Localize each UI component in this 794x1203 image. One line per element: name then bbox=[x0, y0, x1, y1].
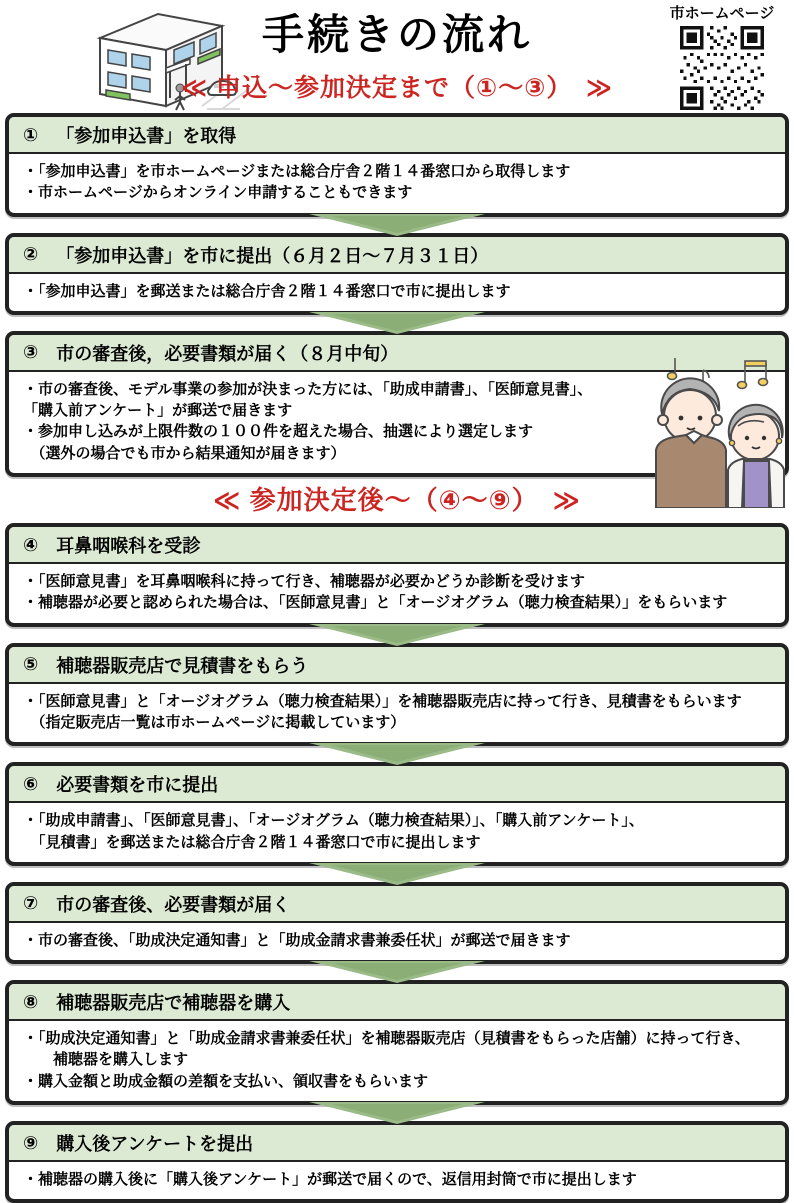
step-text-line: ・市の審査後、モデル事業の参加が決まった方には、「助成申請書」、「医師意見書」、 bbox=[23, 380, 593, 398]
step-9-body bbox=[9, 1162, 785, 1199]
down-arrow-icon bbox=[5, 964, 789, 980]
down-arrow-icon bbox=[5, 315, 789, 331]
down-arrow-icon bbox=[5, 627, 789, 643]
step-2-header bbox=[9, 237, 785, 274]
step-7-body bbox=[9, 923, 785, 960]
step-text-line: ・購入金額と助成金額の差額を支払い、領収書をもらいます bbox=[23, 1072, 429, 1090]
step-box-5 bbox=[5, 643, 789, 747]
step-2-body bbox=[9, 274, 785, 311]
step-box-2 bbox=[5, 233, 789, 315]
steps-list bbox=[0, 112, 794, 1203]
step-text-line: （指定販売店一覧は市ホームページに掲載しています） bbox=[23, 713, 406, 731]
page-title: 手続きの流れ bbox=[261, 11, 532, 58]
down-arrow-icon bbox=[5, 217, 789, 233]
step-text-line: （選外の場合でも市から結果通知が届きます） bbox=[23, 444, 346, 462]
step-1-body bbox=[9, 154, 785, 213]
step-text-line: ・「参加申込書」を郵送または総合庁舎２階１４番窓口で市に提出します bbox=[23, 282, 511, 300]
step-box-9 bbox=[5, 1121, 789, 1203]
qr-label: 市ホームページ bbox=[669, 5, 775, 22]
step-text-line: ・「参加申込書」を市ホームページまたは総合庁舎２階１４番窓口から取得します bbox=[23, 163, 571, 180]
step-2-title: 「参加申込書」を市に提出（６月２日～７月３１日） bbox=[56, 245, 489, 266]
step-text-line: ・参加申し込みが上限件数の１００件を超えた場合、抽選により選定します bbox=[23, 423, 534, 441]
step-7-number: ⑦ bbox=[23, 893, 39, 914]
step-5-title: 補聴器販売店で見積書をもらう bbox=[56, 655, 309, 676]
step-6-title: 必要書類を市に提出 bbox=[56, 775, 219, 796]
step-text-line: ・補聴器の購入後に「購入後アンケート」が郵送で届くので、返信用封筒で市に提出します bbox=[23, 1171, 637, 1189]
step-text-line: ・市の審査後、「助成決定通知書」と「助成金請求書兼委任状」が郵送で届きます bbox=[23, 931, 571, 949]
step-3-number: ③ bbox=[23, 342, 39, 363]
section-1-heading: ≪ 申込～参加決定まで（①～③） ≫ bbox=[180, 74, 614, 102]
step-8-body bbox=[9, 1021, 785, 1101]
step-text-line: ・「助成申請書」、「医師意見書」、「オージオグラム（聴力検査結果）」、「購入前アンケート」、 bbox=[23, 812, 644, 830]
step-1-title: 「参加申込書」を取得 bbox=[56, 126, 237, 146]
down-arrow-icon bbox=[5, 866, 789, 882]
step-5-body bbox=[9, 684, 785, 743]
elderly-couple-icon bbox=[642, 344, 794, 508]
step-6-body bbox=[9, 803, 785, 862]
step-box-7 bbox=[5, 882, 789, 964]
step-text-line: ・市ホームページからオンライン申請することもできます bbox=[23, 184, 413, 202]
step-box-1 bbox=[5, 113, 789, 217]
step-9-number: ⑨ bbox=[23, 1132, 39, 1153]
step-3-title: 市の審査後，必要書類が届く（８月中旬） bbox=[56, 343, 399, 364]
step-box-8 bbox=[5, 980, 789, 1105]
step-text-line: ・「医師意見書」を耳鼻咽喉科に持って行き、補聴器が必要かどうか診断を受けます bbox=[23, 573, 585, 591]
step-4-header bbox=[9, 527, 785, 564]
step-8-number: ⑧ bbox=[23, 991, 39, 1012]
step-8-title: 補聴器販売店で補聴器を購入 bbox=[56, 993, 291, 1014]
step-7-header bbox=[9, 886, 785, 923]
step-8-header bbox=[9, 984, 785, 1021]
step-1-number: ① bbox=[23, 124, 39, 145]
step-5-header bbox=[9, 647, 785, 684]
step-text-line: 「購入前アンケート」が郵送で届きます bbox=[23, 402, 293, 420]
step-4-number: ④ bbox=[23, 534, 39, 555]
step-5-number: ⑤ bbox=[23, 654, 39, 675]
step-box-4 bbox=[5, 523, 789, 627]
step-6-number: ⑥ bbox=[23, 773, 39, 794]
step-text-line: 「見積書」を郵送または総合庁舎２階１４番窓口で市に提出します bbox=[23, 833, 481, 851]
step-1-header bbox=[9, 117, 785, 154]
step-4-title: 耳鼻咽喉科を受診 bbox=[56, 536, 201, 557]
step-text-line: ・「医師意見書」と「オージオグラム（聴力検査結果）」を補聴器販売店に持って行き、見積書をもらいます bbox=[23, 692, 742, 710]
step-2-number: ② bbox=[23, 244, 39, 265]
down-arrow-icon bbox=[5, 1105, 789, 1121]
down-arrow-icon bbox=[5, 746, 789, 762]
step-7-title: 市の審査後、必要書類が届く bbox=[56, 894, 291, 915]
step-box-6 bbox=[5, 762, 789, 866]
qr-area bbox=[658, 2, 786, 110]
step-text-line: 補聴器を購入します bbox=[23, 1051, 189, 1069]
section-2-heading: ≪ 参加決定後～（④～⑨） ≫ bbox=[213, 485, 581, 516]
qr-code bbox=[680, 26, 764, 110]
step-6-header bbox=[9, 766, 785, 803]
step-9-title: 購入後アンケートを提出 bbox=[56, 1134, 254, 1155]
step-text-line: ・補聴器が必要と認められた場合は、「医師意見書」と「オージオグラム（聴力検査結果）」をもらいます bbox=[23, 594, 728, 612]
step-text-line: ・「助成決定通知書」と「助成金請求書兼委任状」を補聴器販売店（見積書をもらった店舗）に持って行き、 bbox=[23, 1030, 750, 1048]
step-4-body bbox=[9, 564, 785, 623]
page-header bbox=[0, 0, 794, 112]
